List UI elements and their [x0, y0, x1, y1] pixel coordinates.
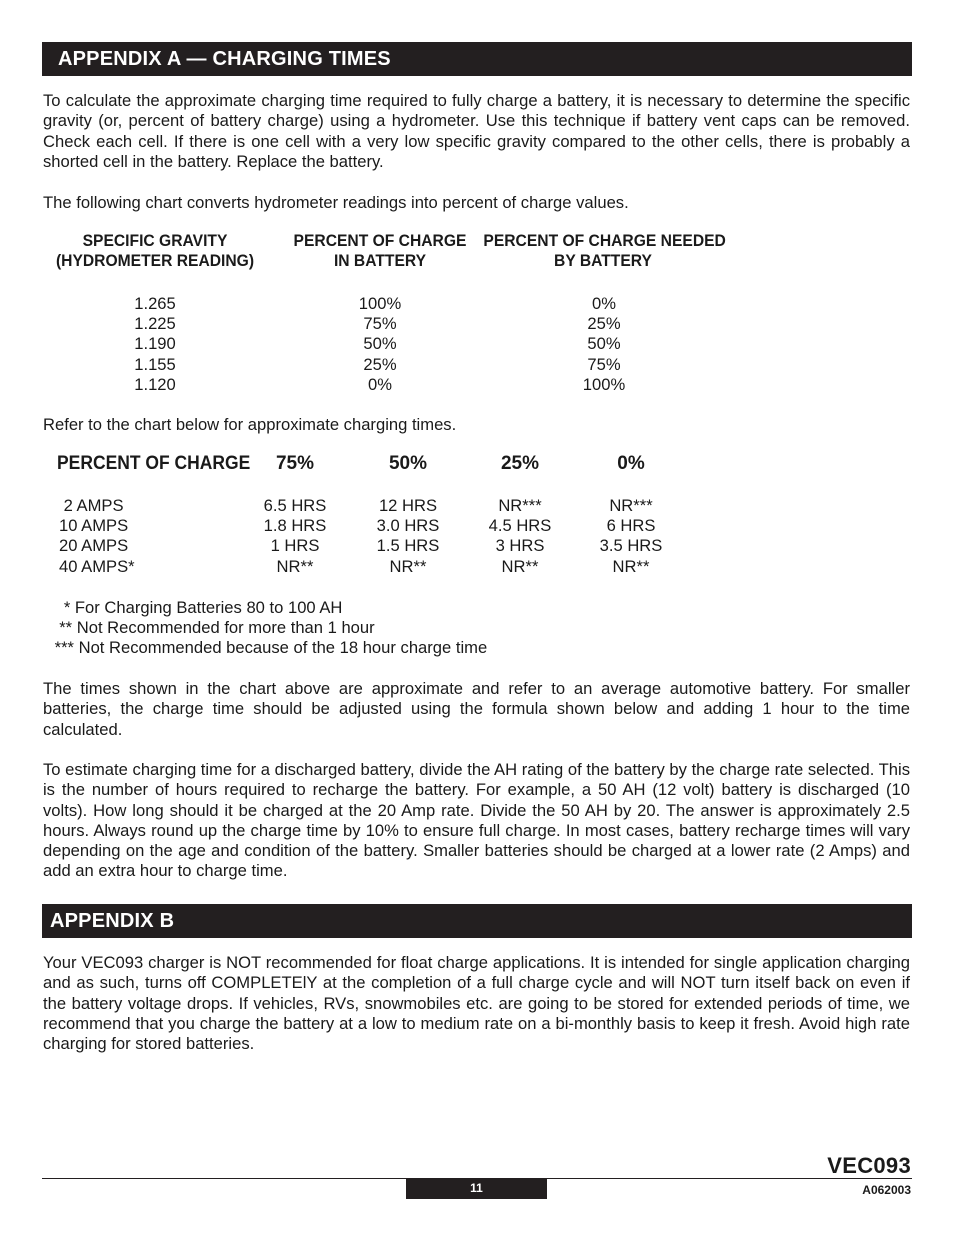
- table-cell: 75%: [587, 354, 621, 374]
- table-cell: 75%: [363, 314, 397, 334]
- table-cell: 3 HRS: [495, 536, 545, 556]
- appendix-a-heading: APPENDIX A — CHARGING TIMES: [42, 42, 912, 76]
- table-cell: NR***: [609, 496, 653, 515]
- table2-header-25: 25%: [500, 453, 540, 474]
- table-cell: 100%: [358, 294, 402, 313]
- table-cell: 6 HRS: [606, 516, 656, 536]
- table-cell: 1.265: [134, 294, 176, 313]
- row-label: 2 AMPS: [59, 496, 124, 515]
- table1-header-percent-needed: [483, 231, 726, 271]
- table1-column-percent-in-battery: [330, 294, 430, 395]
- table-cell: 3.0 HRS: [376, 516, 440, 536]
- table2-header-75: 75%: [275, 453, 315, 474]
- row-label: 40 AMPS*: [59, 556, 135, 576]
- table-cell: NR**: [612, 556, 650, 576]
- chart-intro-text: The following chart converts hydrometer readings into percent of charge values.: [43, 193, 629, 212]
- table-cell: 25%: [363, 354, 397, 374]
- table-cell: 1.120: [134, 374, 176, 394]
- table-cell: 6.5 HRS: [263, 496, 327, 515]
- table2-column-50: [358, 496, 458, 577]
- header-line: PERCENT OF CHARGE NEEDED: [483, 231, 726, 250]
- model-number: VEC093: [827, 1153, 911, 1178]
- footnotes: [50, 598, 487, 659]
- table-cell: 25%: [587, 314, 621, 334]
- table-cell: 12 HRS: [378, 496, 438, 515]
- table-cell: 0%: [592, 294, 616, 313]
- header-line: IN BATTERY: [333, 251, 427, 270]
- row-label: 20 AMPS: [59, 536, 129, 556]
- table-cell: 1.5 HRS: [376, 536, 440, 556]
- row-label: 10 AMPS: [59, 516, 129, 536]
- table2-header-0: 0%: [617, 453, 645, 474]
- footnote: ** Not Recommended for more than 1 hour: [50, 618, 375, 638]
- table2-header-50: 50%: [388, 453, 428, 474]
- table-cell: 1.190: [134, 334, 176, 354]
- table-cell: NR**: [389, 556, 427, 576]
- table-cell: NR**: [276, 556, 314, 576]
- table-cell: 1 HRS: [270, 536, 320, 556]
- header-line: SPECIFIC GRAVITY: [82, 231, 228, 250]
- table-cell: 1.8 HRS: [263, 516, 327, 536]
- table-cell: 1.155: [134, 354, 176, 374]
- intro-paragraph: To calculate the approximate charging time required to fully charge a battery, it is necessary to determine the specific gravity (or, percent of battery charge) using a hydrometer. Use this technique if battery vent caps can be removed. Check each cell. If there is one cell with a very low specific gravity compared to the other cells, there is probably a shorted cell in the battery. Replace the battery.: [43, 91, 910, 171]
- refer-text: Refer to the chart below for approximate charging times.: [43, 415, 457, 434]
- estimate-paragraph: To estimate charging time for a discharged battery, divide the AH rating of the battery by the charge rate selected. This is the number of hours required to recharge the battery. For example, a 50 AH (12 volt) battery is discharged (10 volts). How long should it be charged at the 20 Amp rate. Divide the 50 AH by 20. The answer is approximately 2.5 hours. Always round up the charge time by 10% to ensure full charge. In most cases, battery recharge times will vary depending on the age and condition of the battery. Smaller batteries should be charged at a lower rate (2 Amps) and add an extra hour to charge time.: [43, 760, 910, 881]
- table-cell: 50%: [587, 334, 621, 354]
- table1-header-percent-in-battery: [288, 231, 472, 271]
- table-cell: NR***: [498, 496, 542, 515]
- page-number: 11: [406, 1179, 547, 1199]
- appendix-b-heading: APPENDIX B: [42, 904, 912, 938]
- appendix-b-paragraph: Your VEC093 charger is NOT recommended for float charge applications. It is intended for single application charging and as such, turns off COMPLETElY at the completion of a full charge cycle and will NOT turn itself back on even if the battery voltage drops. If vehicles, RVs, snowmobiles etc. are going to be stored for extended periods of time, we recommend that you charge the battery at a low to medium rate on a bi-monthly basis to keep it fresh. Avoid high rate charging for stored batteries.: [43, 953, 910, 1054]
- header-line: (HYDROMETER READING): [55, 251, 255, 270]
- table2-header-percent-of-charge: PERCENT OF CHARGE: [57, 453, 251, 474]
- footnote: *** Not Recommended because of the 18 hour charge time: [50, 638, 488, 658]
- table-cell: 0%: [368, 374, 392, 394]
- times-paragraph: The times shown in the chart above are approximate and refer to an average automotive battery. For smaller batteries, the charge time should be adjusted using the formula shown below and adding 1 hour to the time calculated.: [43, 679, 910, 739]
- table2-column-0: [581, 496, 681, 577]
- footnote: * For Charging Batteries 80 to 100 AH: [50, 598, 343, 617]
- table1-header-specific-gravity: [49, 231, 261, 271]
- table2-row-labels: [59, 496, 135, 577]
- table-cell: 3.5 HRS: [599, 536, 663, 556]
- table2-column-75: [245, 496, 345, 577]
- header-line: PERCENT OF CHARGE: [293, 231, 467, 250]
- document-code: A062003: [862, 1183, 911, 1197]
- table-cell: NR**: [501, 556, 539, 576]
- header-line: BY BATTERY: [554, 251, 652, 270]
- table1-column-gravity: [105, 294, 205, 395]
- table1-column-percent-needed: [554, 294, 654, 395]
- table2-column-25: [470, 496, 570, 577]
- table-cell: 4.5 HRS: [488, 516, 552, 536]
- table-cell: 50%: [363, 334, 397, 354]
- table-cell: 1.225: [134, 314, 176, 334]
- table-cell: 100%: [582, 374, 626, 394]
